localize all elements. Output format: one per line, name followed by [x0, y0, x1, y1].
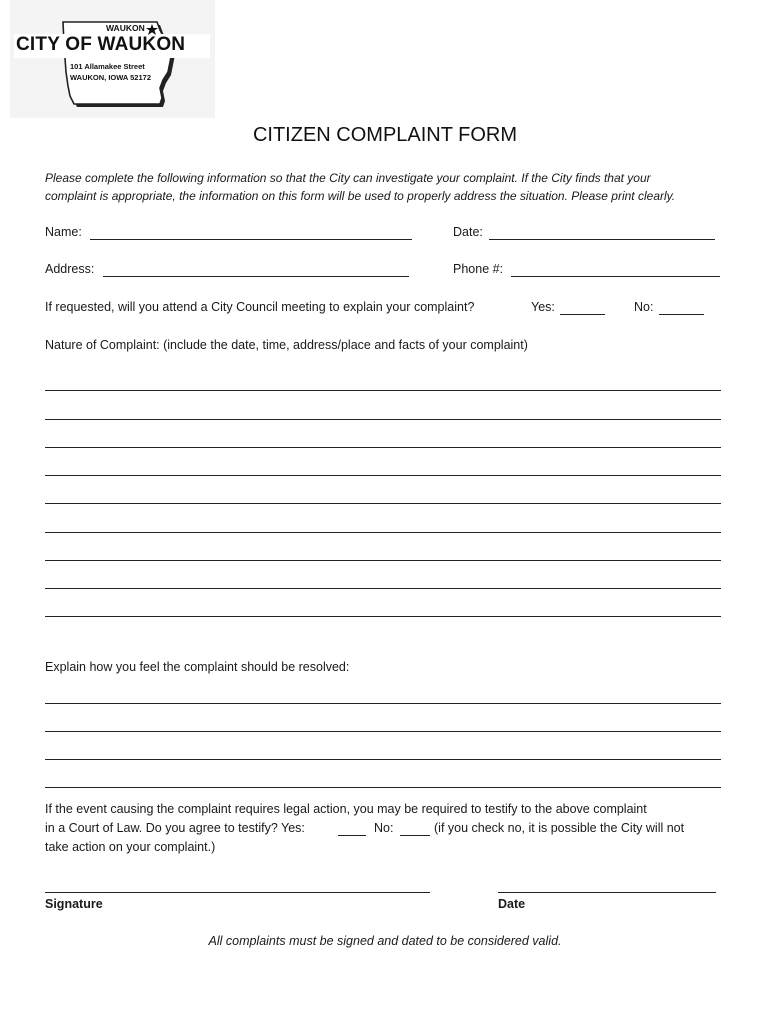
logo-city-state: WAUKON, IOWA 52172	[70, 73, 151, 82]
resolve-line[interactable]	[45, 703, 721, 704]
phone-field[interactable]	[511, 276, 720, 277]
signature-date-field[interactable]	[498, 892, 716, 893]
nature-line[interactable]	[45, 447, 721, 448]
resolve-label: Explain how you feel the complaint should be resolved:	[45, 660, 350, 674]
intro-line-1: Please complete the following information so that the City can investigate your complaint. If the City finds that your	[45, 171, 651, 185]
name-field[interactable]	[90, 239, 412, 240]
phone-label: Phone #:	[453, 262, 504, 276]
legal-line-2c: (if you check no, it is possible the City will not	[434, 821, 685, 835]
nature-line[interactable]	[45, 390, 721, 391]
legal-line-1: If the event causing the complaint requires legal action, you may be required to testify to the above complaint	[45, 802, 647, 816]
nature-line[interactable]	[45, 475, 721, 476]
iowa-map-logo-icon	[10, 0, 215, 118]
date-label: Date:	[453, 225, 483, 239]
resolve-line[interactable]	[45, 787, 721, 788]
resolve-line[interactable]	[45, 759, 721, 760]
council-no-label: No:	[634, 300, 654, 314]
council-question: If requested, will you attend a City Council meeting to explain your complaint?	[45, 300, 475, 314]
nature-line[interactable]	[45, 616, 721, 617]
testify-yes-field[interactable]	[338, 835, 366, 836]
logo-street: 101 Allamakee Street	[70, 62, 145, 71]
form-title: CITIZEN COMPLAINT FORM	[252, 124, 518, 146]
signature-field[interactable]	[45, 892, 430, 893]
council-no-field[interactable]	[659, 314, 704, 315]
address-label: Address:	[45, 262, 95, 276]
nature-line[interactable]	[45, 503, 721, 504]
address-field[interactable]	[103, 276, 409, 277]
nature-line[interactable]	[45, 532, 721, 533]
logo-city-name: CITY OF WAUKON	[16, 34, 186, 55]
legal-line-3: take action on your complaint.)	[45, 840, 216, 854]
resolve-line[interactable]	[45, 731, 721, 732]
footer-note: All complaints must be signed and dated to be considered valid.	[208, 934, 562, 948]
signature-label: Signature	[45, 897, 103, 911]
city-logo	[10, 0, 215, 118]
logo-top-label: WAUKON	[106, 23, 145, 33]
testify-no-field[interactable]	[400, 835, 430, 836]
signature-date-label: Date	[498, 897, 526, 911]
intro-line-2: complaint is appropriate, the information on this form will be used to properly address the situation. Please print clearly.	[45, 189, 676, 203]
nature-line[interactable]	[45, 588, 721, 589]
legal-line-2b: No:	[374, 821, 394, 835]
name-label: Name:	[45, 225, 82, 239]
legal-line-2a: in a Court of Law. Do you agree to testify? Yes:	[45, 821, 305, 835]
date-field[interactable]	[489, 239, 715, 240]
nature-label: Nature of Complaint: (include the date, time, address/place and facts of your complaint)	[45, 338, 528, 352]
council-yes-field[interactable]	[560, 314, 605, 315]
nature-line[interactable]	[45, 419, 721, 420]
council-yes-label: Yes:	[531, 300, 555, 314]
nature-line[interactable]	[45, 560, 721, 561]
